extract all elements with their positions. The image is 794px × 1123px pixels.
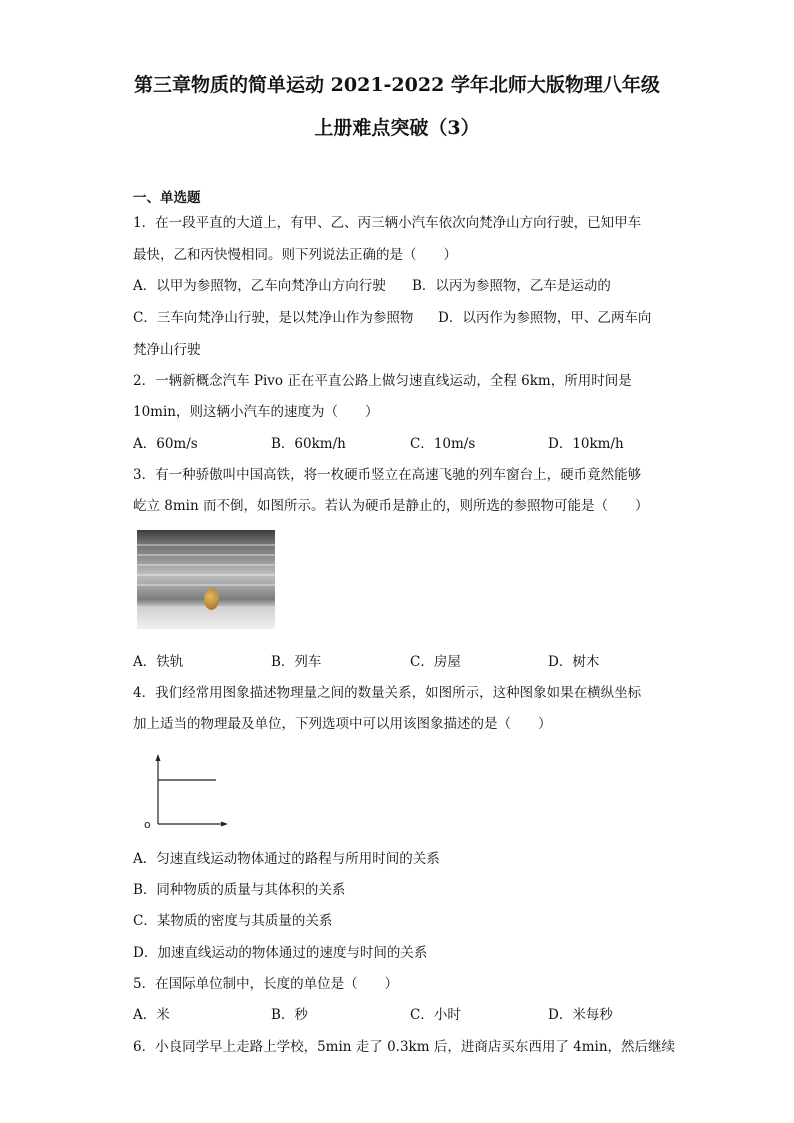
page-title-line1: 第三章物质的简单运动 2021-2022 学年北师大版物理八年级 bbox=[134, 74, 660, 96]
page-title-line2: 上册难点突破（3） bbox=[314, 117, 480, 139]
question-2-text: 2．一辆新概念汽车 Pivo 正在平直公路上做匀速直线运动，全程 6km，所用时间是 bbox=[133, 373, 632, 389]
question-5-text: 5．在国际单位制中，长度的单位是（ ） bbox=[133, 976, 399, 992]
question-1-text: 1．在一段平直的大道上，有甲、乙、丙三辆小汽车依次向梵净山方向行驶，已知甲车 bbox=[133, 215, 642, 231]
coin bbox=[204, 588, 219, 610]
constant-line-graph bbox=[140, 752, 230, 832]
question-1-option-d: D．以丙作为参照物，甲、乙两车向 bbox=[438, 310, 652, 326]
question-4-option-d: D．加速直线运动的物体通过的速度与时间的关系 bbox=[133, 945, 428, 961]
question-5-option-c: C．小时 bbox=[410, 1007, 461, 1023]
question-4-text: 4．我们经常用图象描述物理量之间的数量关系，如图所示，这种图象如果在横纵坐标 bbox=[133, 685, 642, 701]
y-axis-arrow bbox=[156, 754, 161, 761]
question-3-option-b: B．列车 bbox=[271, 654, 322, 670]
question-2-option-a: A．60m/s bbox=[133, 436, 198, 452]
question-5-option-d: D．米每秒 bbox=[548, 1007, 613, 1023]
x-axis-arrow bbox=[221, 822, 228, 827]
question-2-text-2: 10min，则这辆小汽车的速度为（ ） bbox=[133, 404, 379, 420]
question-5-option-b: B．秒 bbox=[271, 1007, 308, 1023]
question-4-option-c: C．某物质的密度与其质量的关系 bbox=[133, 913, 333, 929]
question-1-option-a: A．以甲为参照物，乙车向梵净山方向行驶 bbox=[133, 278, 386, 294]
section-heading: 一、单选题 bbox=[133, 190, 201, 206]
question-4-option-a: A．匀速直线运动物体通过的路程与所用时间的关系 bbox=[133, 851, 440, 867]
coin-on-train-windowsill-photo bbox=[137, 530, 275, 629]
question-6-text: 6．小良同学早上走路上学校，5min 走了 0.3km 后，进商店买东西用了 4min，然后继续 bbox=[133, 1039, 676, 1055]
question-3-option-c: C．房屋 bbox=[410, 654, 461, 670]
question-2-option-b: B．60km/h bbox=[271, 436, 346, 452]
question-2-option-c: C．10m/s bbox=[410, 436, 476, 452]
question-1-option-c: C．三车向梵净山行驶，是以梵净山作为参照物 bbox=[133, 310, 414, 326]
question-1-option-d-cont: 梵净山行驶 bbox=[133, 342, 201, 358]
question-3-text: 3．有一种骄傲叫中国高铁，将一枚硬币竖立在高速飞驰的列车窗台上，硬币竟然能够 bbox=[133, 467, 642, 483]
question-3-option-d: D．树木 bbox=[548, 654, 600, 670]
origin-label: o bbox=[144, 818, 151, 831]
question-1-option-b: B．以丙为参照物，乙车是运动的 bbox=[412, 278, 611, 294]
question-1-text-2: 最快，乙和丙快慢相同。则下列说法正确的是（ ） bbox=[133, 247, 457, 263]
question-2-option-d: D．10km/h bbox=[548, 436, 624, 452]
question-3-option-a: A．铁轨 bbox=[133, 654, 184, 670]
question-4-text-2: 加上适当的物理最及单位，下列选项中可以用该图象描述的是（ ） bbox=[133, 716, 552, 732]
question-4-option-b: B．同种物质的质量与其体积的关系 bbox=[133, 882, 346, 898]
question-3-text-2: 屹立 8min 而不倒，如图所示。若认为硬币是静止的，则所选的参照物可能是（ ） bbox=[133, 498, 649, 514]
question-5-option-a: A．米 bbox=[133, 1007, 170, 1023]
